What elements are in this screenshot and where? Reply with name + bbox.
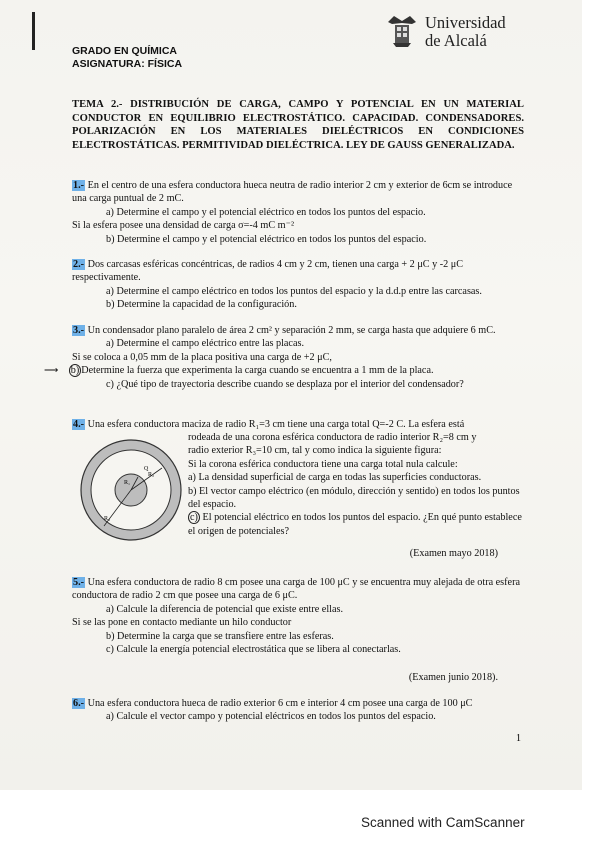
problem-number: 4.- [73,419,85,430]
problem-1: 1.- En el centro de una esfera conductora hueca neutra de radio interior 2 cm y exterior de 6cm se introduce una carga puntual de 2 mC. a) Determine el campo y el potencial eléctrico en todos los puntos del espacio. Si la esfera posee una densidad de carga σ=-4 mC m⁻² b) Determine el campo y el potencial eléctrico en todos los puntos del espacio. [72,180,513,245]
circled-letter: c) [190,512,198,524]
figure-label-r2: R₂ [148,472,155,478]
problem-number: 6.- [73,698,85,709]
problem-5: 5.- Una esfera conductora de radio 8 cm posee una carga de 100 μC y se encuentra muy alejada de otra esfera conductora de radio 2 cm que posee una carga de 6 μC. a) Calcule la diferencia de potencial que existe entre ellas. Si se las pone en contacto mediante un hilo conductor b) Determine la carga que se transfiere entre las esferas. c) Calcule la energía potencial electrostática que se libera al conectarlas. [72,577,520,656]
topic-title: TEMA 2.- DISTRIBUCIÓN DE CARGA, CAMPO Y POTENCIAL EN UN MATERIAL CONDUCTOR EN EQUILIBRIO ELECTROSTÁTICO. CAPACIDAD. CONDENSADORES. POLARIZACIÓN EN LOS MATERIALES DIELÉCTRICOS EN CONDICIONES ELECTROSTÁTICAS. PERMITIVIDAD DIELÉCTRICA. LEY DE GAUSS GENERALIZADA. [72,99,524,151]
course-header [72,45,182,71]
problem-3: 3.- Un condensador plano paralelo de área 2 cm² y separación 2 mm, se carga hasta que adquiere 6 mC. a) Determine el campo eléctrico entre las placas. Si se coloca a 0,05 mm de la placa positiva una carga de +2 μC, ⟶ b) Determine la fuerza que experimenta la carga cuando se encuentra a 1 mm de la placa. c) ¿Qué tipo de trayectoria describe cuando se desplaza por el interior del condensador? [44,325,496,390]
figure-label-q: Q [144,466,149,472]
problem-number: 3.- [73,325,85,336]
problem-2: 2.- Dos carcasas esféricas concéntricas, de radios 4 cm y 2 cm, tienen una carga + 2 μC y -2 μC respectivamente. a) Determine el campo eléctrico en todos los puntos del espacio y la d.d.p entre las carcasas. b) Determine la capacidad de la configuración. [72,259,482,311]
figure-label-r3: R₃ [104,516,111,522]
degree-label: GRADO EN QUÍMICA [72,45,177,57]
circled-letter: b) [70,365,80,377]
problem-number: 5.- [73,577,85,588]
university-logo [384,14,514,56]
concentric-spheres-figure [76,434,186,544]
exam-date-june: (Examen junio 2018). [408,672,498,683]
university-name: Universidad de Alcalá [425,13,506,50]
figure-label-r1: R₁ [124,480,131,486]
problem-number: 2.- [73,259,85,270]
problem-number: 1.- [73,180,85,191]
problem-4-body: rodeada de una corona esférica conductora de radio interior R₂=8 cm y radio exterior R₃=10 cm, tal y como indica la siguiente figura: Si la corona esférica conductora tiene una carga total nula calcule: a) La densidad superficial de carga en todas las superficies conductoras. b) El vector campo eléctrico (en módulo, dirección y sentido) en todos los puntos del espacio. c) El potencial eléctrico en todos los puntos del espacio. ¿En qué punto establece el origen de potenciales? [188,432,522,537]
exam-date-may: (Examen mayo 2018) [409,548,498,559]
handwritten-arrow: ⟶ [44,365,59,377]
university-crest-icon [384,14,420,48]
problem-6: 6.- Una esfera conductora hueca de radio exterior 6 cm e interior 4 cm posee una carga de 100 μC a) Calcule el vector campo y potencial eléctricos en todos los puntos del espacio. [73,698,473,723]
scanner-watermark: Scanned with CamScanner [361,815,525,830]
page-number: 1 [516,733,521,744]
subject-label: ASIGNATURA: FÍSICA [72,58,183,70]
margin-mark [32,12,35,50]
problem-4: 4.- Una esfera conductora maciza de radio R₁=3 cm tiene una carga total Q=-2 C. La esfera está [73,419,465,430]
